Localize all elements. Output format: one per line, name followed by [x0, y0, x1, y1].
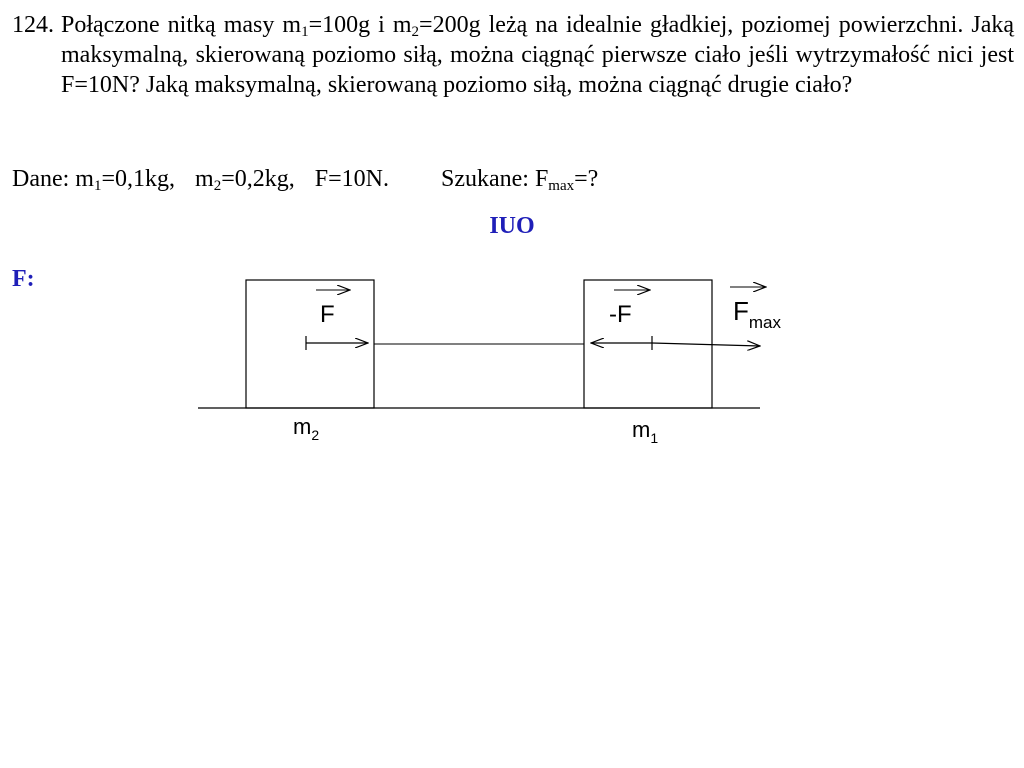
problem-m2-subscript: 2	[411, 24, 420, 40]
problem-number: 124.	[12, 12, 54, 38]
problem-text-main: Połączone nitką masy m	[61, 12, 302, 38]
sought-value: =?	[574, 166, 599, 192]
problem-text-rest: =200g leżą na idealnie gładkiej, poziomej powierzchni. Jaką maksymalną, skierowaną poziomo siłą, można ciągnąć pierwsze ciało jeśli wytrzymałość nici jest F=10N? Jaką maksymalną, skierowaną poziomo siłą, można ciągnąć drugie ciało?	[61, 12, 1014, 98]
label-minus-f: -F	[609, 301, 632, 328]
sought-subscript: max	[548, 178, 575, 194]
label-f-left: F	[320, 301, 335, 328]
force-arrow-fmax	[652, 343, 760, 346]
label-m2-base: m	[293, 414, 312, 439]
heading-iuo: IUO	[489, 213, 535, 239]
given-m1-subscript: 1	[93, 178, 102, 194]
problem-text-mid: =100g i m	[308, 12, 412, 38]
block-m2	[246, 280, 374, 408]
given-m2-subscript: 2	[213, 178, 222, 194]
label-fmax-subscript: max	[748, 313, 782, 332]
given-m1-value: =0,1kg,	[101, 166, 176, 192]
label-fmax-base: F	[733, 296, 749, 326]
heading-f: F:	[12, 266, 35, 292]
label-m1-base: m	[632, 417, 651, 442]
sought-label: Szukane: F	[440, 166, 549, 192]
label-fmax	[733, 296, 782, 332]
problem-m1-subscript: 1	[301, 24, 309, 40]
label-m1-subscript: 1	[650, 430, 659, 446]
given-force: F=10N.	[314, 166, 389, 192]
label-m2	[293, 414, 319, 443]
label-m1	[632, 417, 658, 446]
given-m2-value: =0,2kg,	[221, 166, 295, 192]
given-m2-prefix: m	[195, 166, 214, 192]
given-label: Dane: m	[12, 166, 94, 192]
label-m2-subscript: 2	[311, 427, 320, 443]
